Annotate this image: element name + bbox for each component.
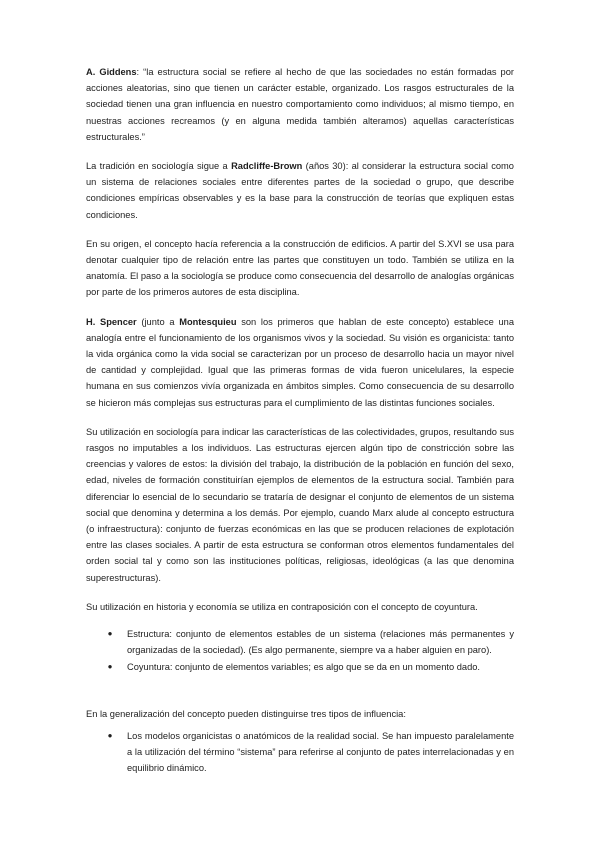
radcliffe-body: (años 30): al considerar la estructura social como un sistema de relaciones sociales entre diferentes partes de la sociedad o grupo, que describe condiciones empíricas observables y es la base para la construcción de teorías que expliquen estas condiciones.	[86, 161, 514, 220]
spencer-body: son los primeros que hablan de este concepto) establece una analogía entre el funcionamiento de los organismos vivos y la sociedad. Su visión es organicista: tanto la vida orgánica como la vida social se caracterizan por un proceso de desarrollo hacia un mayor nivel de cantidad y complejidad. Igual que las primeras formas de vida fueron unicelulares, la especie humana en sus comienzos vivía organizada en ámbitos simples. Como consecuencia de su desarrollo se hicieron más complejas sus estructuras para el cumplimiento de las distintas funciones sociales.	[86, 316, 514, 408]
list-item	[86, 626, 514, 658]
author-montesquieu: Montesquieu	[179, 316, 237, 327]
author-radcliffe-brown: Radcliffe-Brown	[231, 161, 303, 172]
bullet-icon: ●	[107, 629, 113, 639]
list-item	[86, 728, 514, 777]
paragraph-origen: En su origen, el concepto hacía referencia a la construcción de edificios. A partir del S.XVI se usa para denotar cualquier tipo de relación entre las partes que constituyen un todo. También se utiliza en la anatomía. El paso a la sociología se produce como consecuencia del desarrollo de analogías orgánicas por parte de los primeros autores de esta disciplina.	[86, 238, 514, 298]
giddens-quote: : “la estructura social se refiere al hecho de que las sociedades no están formadas por acciones aleatorias, sino que tienen un carácter estable, organizado. Los rasgos estructurales de la sociedad tienen una gran influencia en nuestro comportamiento como individuos; al mismo tiempo, en nuestras acciones recreamos (y en alguna medida también alteramos) aquellas características estructurales.”	[86, 67, 514, 142]
paragraph-giddens	[86, 64, 514, 145]
paragraph-generalizacion: En la generalización del concepto pueden distinguirse tres tipos de influencia:	[86, 708, 406, 719]
spencer-mid: (junto a	[136, 316, 180, 327]
list-estructura-coyuntura	[86, 626, 514, 675]
paragraph-radcliffe	[86, 158, 514, 223]
author-spencer: H. Spencer	[86, 316, 137, 327]
bullet-icon: ●	[107, 661, 113, 671]
paragraph-utilizacion: Su utilización en sociología para indicar las características de las colectividades, grupos, resultando sus rasgos no imputables a los individuos. Las estructuras ejercen algún tipo de constricción sobre las creencias y valores de estos: la división del trabajo, la distribución de la población en función del sexo, edad, niveles de formación constituirían ejemplos de elementos de la estructura social. También para diferenciar lo esencial de lo secundario se trataría de designar el conjunto de elementos de un sistema social que denomina y determina a los demás. Por ejemplo, cuando Marx alude al concepto estructura (o infraestructura): conjunto de fuerzas económicas en las que se producen relaciones de explotación entre las clases sociales. A partir de esta estructura se conforman otros elementos fundamentales del orden social tal y como son las instituciones políticas, religiosas, ideológicas (a las que denomina superestructuras).	[86, 426, 514, 583]
list-item-text: Estructura: conjunto de elementos estables de un sistema (relaciones más permanentes y organizadas de la sociedad). (Es algo permanente, siempre va a haber alguien en paro).	[127, 629, 514, 656]
bullet-icon: ●	[107, 730, 113, 740]
list-influencia	[86, 728, 514, 777]
author-giddens: A. Giddens	[86, 67, 137, 77]
paragraph-historia: Su utilización en historia y economía se utiliza en contraposición con el concepto de coyuntura.	[86, 601, 478, 612]
list-item-text: Coyuntura: conjunto de elementos variables; es algo que se da en un momento dado.	[127, 661, 480, 672]
radcliffe-intro: La tradición en sociología sigue a	[86, 161, 232, 172]
list-item	[86, 659, 514, 675]
paragraph-spencer	[86, 314, 514, 411]
list-item-text: Los modelos organicistas o anatómicos de la realidad social. Se han impuesto paralelamente a la utilización del término “sistema” para referirse al conjunto de pates interrelacionadas y en equilibrio dinámico.	[127, 730, 514, 774]
